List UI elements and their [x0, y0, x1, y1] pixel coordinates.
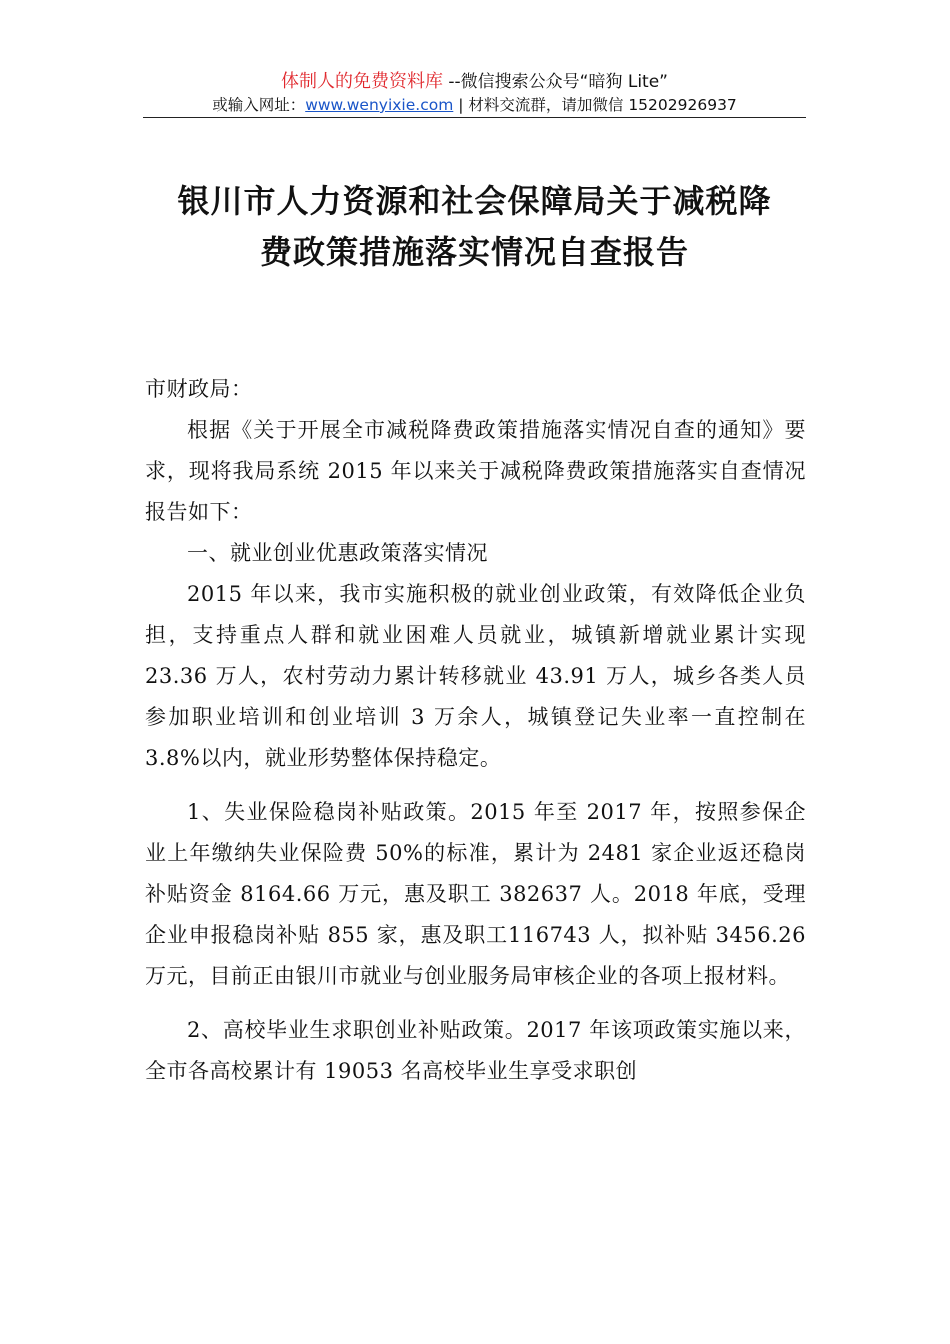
header-contact-line [143, 94, 806, 116]
header-url-prefix: 或输入网址： [212, 96, 306, 114]
header-promo-line [143, 70, 806, 94]
title-line-2: 费政策措施落实情况自查报告 [259, 233, 689, 271]
intro-paragraph: 根据《关于开展全市减税降费政策措施落实情况自查的通知》要求，现将我局系统 2015 年以来关于减税降费政策措施落实自查情况报告如下： [145, 418, 806, 524]
page-header [143, 70, 806, 116]
header-divider [143, 117, 806, 118]
header-contact: | 材料交流群，请加微信 15202926937 [453, 96, 737, 114]
title-line-1: 银川市人力资源和社会保障局关于减税降 [177, 182, 772, 220]
item-2-paragraph: 2、高校毕业生求职创业补贴政策。2017 年该项政策实施以来，全市各高校累计有 19053 名高校毕业生享受求职创 [145, 1018, 806, 1083]
document-body [145, 369, 806, 1092]
document-title [143, 176, 806, 278]
header-website-link[interactable]: www.wenyixie.com [305, 96, 454, 114]
header-brand: 体制人的免费资料库 [280, 71, 443, 92]
item-1-paragraph: 1、失业保险稳岗补贴政策。2015 年至 2017 年，按照参保企业上年缴纳失业保险费 50%的标准，累计为 2481 家企业返还稳岗补贴资金 8164.66 万元，惠及职工 382637 人。2018 年底，受理企业申报稳岗补贴 855 家，惠及职工116743 人，拟补贴 3456.26 万元，目前正由银川市就业与创业服务局审核企业的各项上报材料。 [145, 800, 806, 988]
section-heading-1: 一、就业创业优惠政策落实情况 [187, 541, 488, 565]
section-1-summary-paragraph: 2015 年以来，我市实施积极的就业创业政策，有效降低企业负担，支持重点人群和就业困难人员就业，城镇新增就业累计实现 23.36 万人，农村劳动力累计转移就业 43.91 万人，城乡各类人员参加职业培训和创业培训 3 万余人，城镇登记失业率一直控制在 3.8%以内，就业形势整体保持稳定。 [145, 582, 806, 770]
salutation: 市财政局： [145, 377, 253, 401]
header-tagline: --微信搜索公众号“暗狗 Lite” [442, 72, 668, 92]
